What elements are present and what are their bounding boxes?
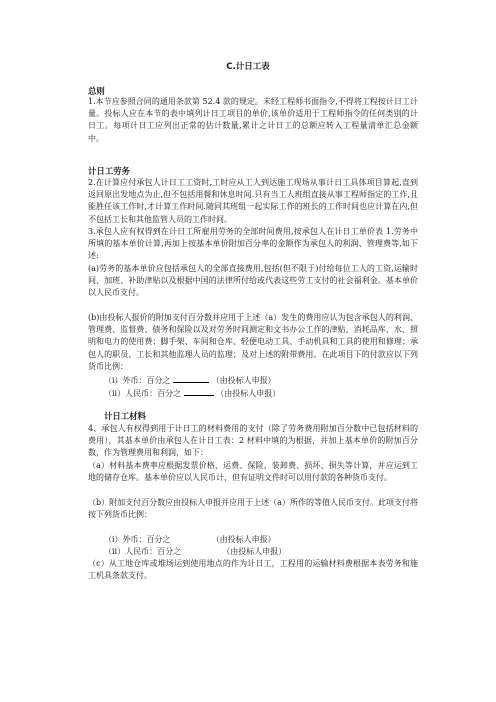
labour-rmb-note: （由投标人申报） <box>216 389 281 398</box>
document-title: C.计日工表 <box>226 62 270 72</box>
section-heading-materials: 计日工材料 <box>104 411 146 421</box>
section-heading-general: 总则 <box>88 86 105 96</box>
labour-foreign-blank <box>173 374 209 383</box>
labour-foreign-label: （i）外币：百分之 <box>104 376 171 385</box>
labour-rmb-blank <box>184 387 214 396</box>
labour-foreign-note: （由投标人申报） <box>211 376 276 385</box>
paragraph-1: 1.本节应参照合同的通用条款第 52.4 款的规定。未经工程师书面指令,不得将工程按计日工计量。投标人应在本节的表中填列计日工项目的单价,该单价适用于工程师指令的任何类别的计日工。每项计日工应列出正常的估计数量,累计之计日工的总额应转入工程量清单汇总金额中。 <box>88 97 418 143</box>
paragraph-2: 2.在计算应付承包人计日工工资时,工时应从工人到达施工现场从事计日工具体项目算起,直到返回原出发地点为止,但不包括用餐和休息时间.只有当工人班组直接从事工程师指定的工作,且能胜任该工作时,才计算工作时间.随同其班组一起实际工作的班长的工作时间也应计算在内,但不包括工长和其他监管人员的工作时间。 <box>88 178 418 224</box>
materials-clause-a: （a）材料基本费率应根据发票价格、运费、保险、装卸费、损坏、损失等计算，并应运到工地的储存仓库。基本单价应以人民币计，但有证明文件时可以用付款的各种货币支付。 <box>88 461 418 483</box>
materials-clause-b: （b）附加支付百分数应由投标人申报并应用于上述（a）所作的等值人民币支付。此项支付将按下列货币比例： <box>88 498 418 520</box>
materials-rmb-label: （ii）人民币：百分之 <box>104 547 182 556</box>
paragraph-4: 4、承包人有权得到用于计日工的材料费用的支付（除了劳务费用附加百分数中已包括材料的费用），其基本单价由承包人在计日工表：2 材料中填的为根据，并加上基本单价的附加百分数，作为管理费用和利润，如下： <box>88 424 418 458</box>
materials-rmb-line <box>104 546 286 558</box>
section-heading-labour: 计日工劳务 <box>88 166 130 176</box>
paragraph-3: 3.承包人应有权得到在计日工所雇用劳务的全部时间费用,按承包人在计日工单价表 1.劳务中所填的基本单价计算,再加上按基本单价附加百分率的金额作为承包人的利润、管理费等,如下述: <box>88 227 418 261</box>
materials-foreign-label: （i）外币：百分之 <box>104 535 171 544</box>
materials-foreign-currency-line <box>104 534 276 546</box>
labour-rmb-label: （ii）人民币：百分之 <box>104 389 182 398</box>
labour-clause-a: (a)劳务的基本单价应包括承包人的全部直接费用,包括(但不限于)付给每位工人的工资,运输时间、加班、补助津贴以及根据中国的法律所付给或代表这些劳工支付的社会福利金。基本单价以人民币支付。 <box>88 264 418 298</box>
labour-rmb-line <box>104 387 280 400</box>
materials-clause-c: （c）从工地仓库或堆场运到使用地点的作为计日工，工程用的运输材料费根据本表劳务和施工机具条款支付。 <box>88 559 418 581</box>
materials-foreign-note: （由投标人申报） <box>211 535 276 544</box>
materials-rmb-note: （由投标人申报） <box>222 547 287 556</box>
labour-clause-b: (b)由投标人报价的附加支付百分数并应用于上述（a）发生的费用应认为包含承包人的利润、管理费、监督费、债务和保险以及对劳务时间测定和文书办公工作的津贴，消耗品库、水、照明和电力的使用费；脚手架、车间和仓库、轻便电动工具、手动机具和工具的使用和修理；承包人的职员、工长和其他监理人员的监理；及对上述的附带费用。在此项目下的付款应以下列货币比例： <box>88 313 418 371</box>
labour-foreign-currency-line <box>104 374 276 387</box>
